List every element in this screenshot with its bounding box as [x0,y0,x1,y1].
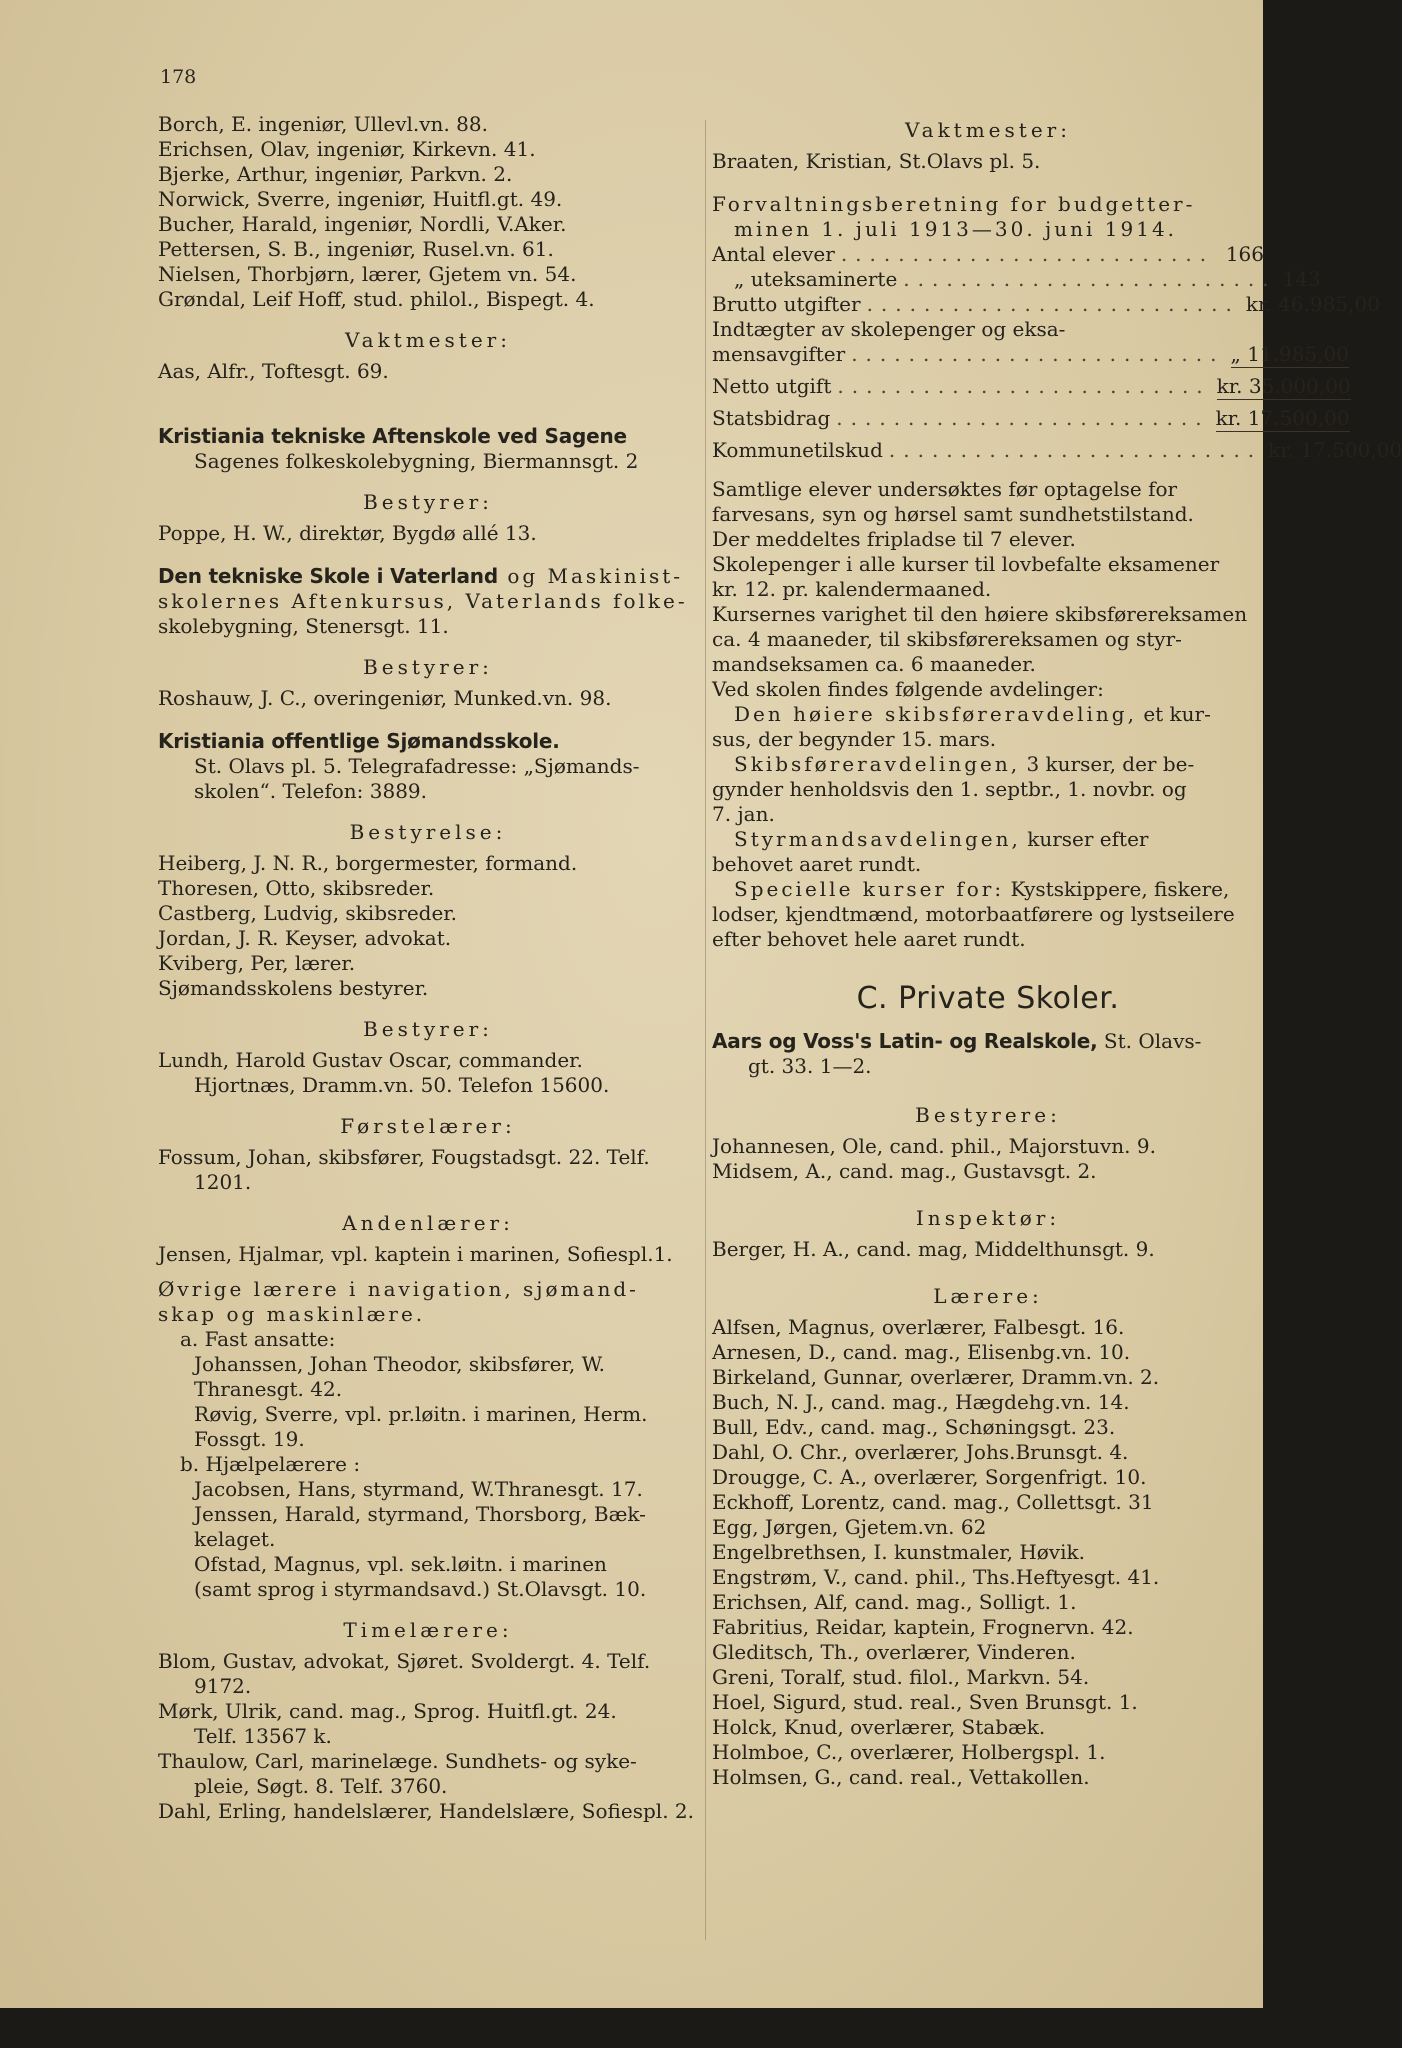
inspektor-heading: Inspektør: [915,1206,1061,1230]
left-column [158,112,698,1824]
info-line: ca. 4 maaneder, til skibsførereksamen og styr- [712,627,1182,651]
avdeling-title: Specielle kurser for: [734,877,1005,901]
budget-label: Indtægter av skolepenger og eksa- [712,317,1066,341]
sjomand-school-phone: skolen“. Telefon: 3889. [194,779,428,803]
budget-value: kr. 17.500,00 [1268,438,1402,462]
aars-school-address: gt. 33. 1—2. [748,1054,872,1078]
bestyrer-heading: Bestyrer: [363,490,493,514]
fast-ansatte-label: a. Fast ansatte: [180,1327,336,1351]
list-item: Engelbrethsen, I. kunstmaler, Høvik. [712,1540,1085,1564]
list-item: Holmboe, C., overlærer, Holbergspl. 1. [712,1740,1106,1764]
timelaerere-list [158,1649,698,1824]
budget-row-indtaegter [712,342,1350,368]
avdeling-styrmand [712,827,1264,852]
laerere-heading: Lærere: [933,1284,1043,1308]
list-item: Fossgt. 19. [194,1427,305,1451]
vaterland-school-heading [158,564,698,589]
info-line: Samtlige elever undersøktes før optagelse for [712,477,1178,501]
list-item: Johannesen, Ole, cand. phil., Majorstuvn. 9. [712,1134,1156,1158]
bestyrer-entry: Lundh, Harold Gustav Oscar, commander. [158,1048,583,1072]
ovrige-heading: Øvrige lærere i navigation, sjømand- [158,1277,639,1301]
list-item: Thranesgt. 42. [194,1377,343,1401]
avdeling-text: kurser efter [1020,827,1149,851]
sjomand-school-title: Kristiania offentlige Sjømandsskole. [158,729,560,753]
budget-row-statsbidrag [712,406,1350,432]
budget-value: 143 [1282,267,1321,291]
list-item: Erichsen, Alf, cand. mag., Solligt. 1. [712,1590,1077,1614]
list-item: Telf. 13567 k. [194,1724,332,1748]
list-item: Jordan, J. R. Keyser, advokat. [158,926,452,950]
list-item: Buch, N. J., cand. mag., Hægdehg.vn. 14. [712,1390,1130,1414]
bestyrere-heading: Bestyrere: [915,1103,1061,1127]
list-item: Blom, Gustav, advokat, Sjøret. Svoldergt. 4. Telf. [158,1649,651,1673]
ovrige-heading-cont: skap og maskinlære. [158,1302,426,1326]
list-item: Greni, Toralf, stud. filol., Markvn. 54. [712,1665,1090,1689]
list-item: Johanssen, Johan Theodor, skibsfører, W. [194,1352,606,1376]
list-item: Egg, Jørgen, Gjetem.vn. 62 [712,1515,987,1539]
list-item: 9172. [194,1674,252,1698]
list-item: Bjerke, Arthur, ingeniør, Parkvn. 2. [158,162,513,186]
avdeling-text: Kystskippere, fiskere, [1004,877,1230,901]
list-item: Hoel, Sigurd, stud. real., Sven Brunsgt. 1. [712,1690,1138,1714]
aars-school-heading [712,1029,1264,1054]
info-line: Skolepenger i alle kurser til lovbefalte eksamener [712,552,1220,576]
list-item: Erichsen, Olav, ingeniør, Kirkevn. 41. [158,137,536,161]
list-item: Eckhoff, Lorentz, cand. mag., Collettsgt. 31 [712,1490,1154,1514]
list-item: Engstrøm, V., cand. phil., Ths.Heftyesgt. 41. [712,1565,1160,1589]
info-line: farvesans, syn og hørsel samt sundhetstilstand. [712,502,1194,526]
budget-row-netto [712,374,1351,400]
list-item: Gleditsch, Th., overlærer, Vinderen. [712,1640,1076,1664]
forstelaerer-heading: Førstelærer: [340,1114,516,1138]
avdeling-text: gynder henholdsvis den 1. septbr., 1. novbr. og [712,777,1187,801]
avdeling-skibsforer [712,752,1264,777]
avdeling-text: sus, der begynder 15. mars. [712,727,997,751]
bestyrelse-heading: Bestyrelse: [349,820,507,844]
budget-row-antal [712,242,1264,267]
avdeling-title: Den høiere skibsføreravdeling, [734,702,1137,726]
budget-label: Statsbidrag [712,406,831,430]
vaktmester-heading: Vaktmester: [905,118,1071,142]
list-item: Sjømandsskolens bestyrer. [158,976,429,1000]
bestyrer-entry: Poppe, H. W., direktør, Bygdø allé 13. [158,521,537,545]
vaterland-school-title: Den tekniske Skole i Vaterland [158,564,498,588]
budget-label: mensavgifter [712,342,846,366]
list-item: Dahl, Erling, handelslærer, Handelslære, Sofiespl. 2. [158,1799,694,1823]
budget-label: Brutto utgifter [712,292,861,316]
list-item: Mørk, Ulrik, cand. mag., Sprog. Huitfl.gt. 24. [158,1699,617,1723]
list-item: Holck, Knud, overlærer, Stabæk. [712,1715,1046,1739]
inspektor-entry: Berger, H. A., cand. mag, Middelthunsgt. 9. [712,1237,1155,1261]
info-line: Der meddeltes fripladse til 7 elever. [712,527,1076,551]
list-item: Birkeland, Gunnar, overlærer, Dramm.vn. 2. [712,1365,1160,1389]
budget-value: kr. 17.500,00 [1215,406,1350,430]
dot-leader: .......................... [836,406,1210,430]
bestyrer-entry-cont: Hjortnæs, Dramm.vn. 50. Telefon 15600. [194,1073,610,1097]
info-line: kr. 12. pr. kalendermaaned. [712,577,992,601]
vaterland-school-title-rest: og Maskinist- [497,564,684,588]
info-line: Kursernes varighet til den høiere skibsførereksamen [712,602,1248,626]
budget-row-kommunetilskud [712,438,1402,463]
scan-bottom-edge [0,2008,1311,2048]
vaktmester-entry: Aas, Alfr., Toftesgt. 69. [158,359,389,383]
info-paragraph [712,477,1264,702]
avdeling-text: efter behovet hele aaret rundt. [712,927,1026,951]
budget-value: 166 [1225,242,1264,266]
aars-school-title-rest: St. Olavs- [1097,1029,1202,1053]
page-number: 178 [160,66,197,88]
right-column [712,112,1402,1790]
list-item: Holmsen, G., cand. real., Vettakollen. [712,1765,1090,1789]
budget-label: „ uteksaminerte [734,267,898,291]
avdeling-text: 7. jan. [712,802,775,826]
forvaltning-heading-cont: minen 1. juli 1913—30. juni 1914. [734,217,1178,241]
fast-ansatte-list [158,1352,698,1452]
bestyrer-heading: Bestyrer: [363,655,493,679]
timelaerere-heading: Timelærere: [343,1618,513,1642]
bestyrer-entry: Roshauw, J. C., overingeniør, Munked.vn. 98. [158,686,612,710]
budget-table [712,242,1402,463]
list-item: Bull, Edv., cand. mag., Schøningsgt. 23. [712,1415,1116,1439]
budget-row-uteksaminerte [712,267,1321,292]
list-item: Heiberg, J. N. R., borgermester, formand. [158,851,578,875]
laerere-list [712,1315,1264,1790]
list-item: pleie, Søgt. 8. Telf. 3760. [194,1774,448,1798]
list-item: Jenssen, Harald, styrmand, Thorsborg, Bæk- [194,1502,646,1526]
list-item: Ofstad, Magnus, vpl. sek.løitn. i marinen [194,1552,607,1576]
forvaltning-heading: Forvaltningsberetning for budgetter- [712,192,1196,216]
list-item: Thaulow, Carl, marinelæge. Sundhets- og syke- [158,1749,637,1773]
avdeling-text: et kur- [1136,702,1211,726]
sagene-school-title: Kristiania tekniske Aftenskole ved Sagene [158,424,627,448]
andenlaerer-heading: Andenlærer: [342,1211,514,1235]
budget-value: kr. 46.985,00 [1245,292,1380,316]
list-item: Drougge, C. A., overlærer, Sorgenfrigt. 10. [712,1465,1147,1489]
list-item: Jacobsen, Hans, styrmand, W.Thranesgt. 17. [194,1477,643,1501]
sjomand-school-address: St. Olavs pl. 5. Telegrafadresse: „Sjømands- [194,754,640,778]
budget-value: „ 11.985,00 [1230,342,1350,366]
list-item: kelaget. [194,1527,276,1551]
forstelaerer-entry-cont: 1201. [194,1170,252,1194]
list-item: Bucher, Harald, ingeniør, Nordli, V.Aker. [158,212,567,236]
list-item: Midsem, A., cand. mag., Gustavsgt. 2. [712,1159,1097,1183]
dot-leader: .......................... [851,342,1225,366]
vaktmester-entry: Braaten, Kristian, St.Olavs pl. 5. [712,149,1041,173]
dot-leader: .......................... [903,267,1277,291]
column-divider [705,120,706,1940]
list-item: Grøndal, Leif Hoff, stud. philol., Bispegt. 4. [158,287,595,311]
sagene-school-address: Sagenes folkeskolebygning, Biermannsgt. 2 [194,449,639,473]
andenlaerer-entry: Jensen, Hjalmar, vpl. kaptein i marinen, Sofiespl.1. [158,1242,673,1266]
vaterland-school-address: skolebygning, Stenersgt. 11. [158,614,449,638]
list-item: Røvig, Sverre, vpl. pr.løitn. i marinen, Herm. [194,1402,648,1426]
list-item: Dahl, O. Chr., overlærer, Johs.Brunsgt. 4. [712,1440,1129,1464]
dot-leader: .......................... [888,438,1263,462]
avdeling-title: Skibsføreravdelingen, [734,752,1021,776]
budget-value: kr. 35.000,00 [1216,374,1351,398]
aars-school-title: Aars og Voss's Latin- og Realskole, [712,1029,1098,1053]
list-item: Norwick, Sverre, ingeniør, Huitfl.gt. 49. [158,187,563,211]
info-line: mandseksamen ca. 6 maaneder. [712,652,1036,676]
list-item: Fabritius, Reidar, kaptein, Frognervn. 42. [712,1615,1134,1639]
list-item: Thoresen, Otto, skibsreder. [158,876,435,900]
list-item: Alfsen, Magnus, overlærer, Falbesgt. 16. [712,1315,1125,1339]
budget-row-brutto [712,292,1380,317]
avdeling-hoiere [712,702,1264,727]
budget-label: Antal elever [712,242,835,266]
avdeling-title: Styrmandsavdelingen, [734,827,1021,851]
list-item: Nielsen, Thorbjørn, lærer, Gjetem vn. 54. [158,262,577,286]
list-item: (samt sprog i styrmandsavd.) St.Olavsgt. 10. [194,1577,647,1601]
list-item: Pettersen, S. B., ingeniør, Rusel.vn. 61. [158,237,554,261]
bestyrelse-list [158,851,698,1001]
info-line: Ved skolen findes følgende avdelinger: [712,677,1104,701]
avdeling-text: behovet aaret rundt. [712,852,922,876]
list-item: Arnesen, D., cand. mag., Elisenbg.vn. 10. [712,1340,1131,1364]
section-title: C. Private Skoler. [856,981,1120,1016]
intro-list [158,112,698,312]
avdeling-text: lodser, kjendtmænd, motorbaatførere og lystseilere [712,902,1235,926]
hjaelpelaerere-label: b. Hjælpelærere : [180,1452,361,1476]
avdeling-specielle [712,877,1264,902]
dot-leader: .......................... [837,374,1211,398]
budget-label: Netto utgift [712,374,832,398]
list-item: Borch, E. ingeniør, Ullevl.vn. 88. [158,112,488,136]
list-item: Castberg, Ludvig, skibsreder. [158,901,458,925]
hjaelpelaerere-list [158,1477,698,1602]
dot-leader: .......................... [840,242,1215,266]
budget-label: Kommunetilskud [712,438,883,462]
vaktmester-heading: Vaktmester: [345,328,511,352]
bestyrer-heading: Bestyrer: [363,1017,493,1041]
avdeling-text: 3 kurser, der be- [1020,752,1195,776]
vaterland-school-line: skolernes Aftenkursus, Vaterlands folke- [158,589,688,613]
dot-leader: .......................... [866,292,1240,316]
forstelaerer-entry: Fossum, Johan, skibsfører, Fougstadsgt. 22. Telf. [158,1145,650,1169]
list-item: Kviberg, Per, lærer. [158,951,356,975]
